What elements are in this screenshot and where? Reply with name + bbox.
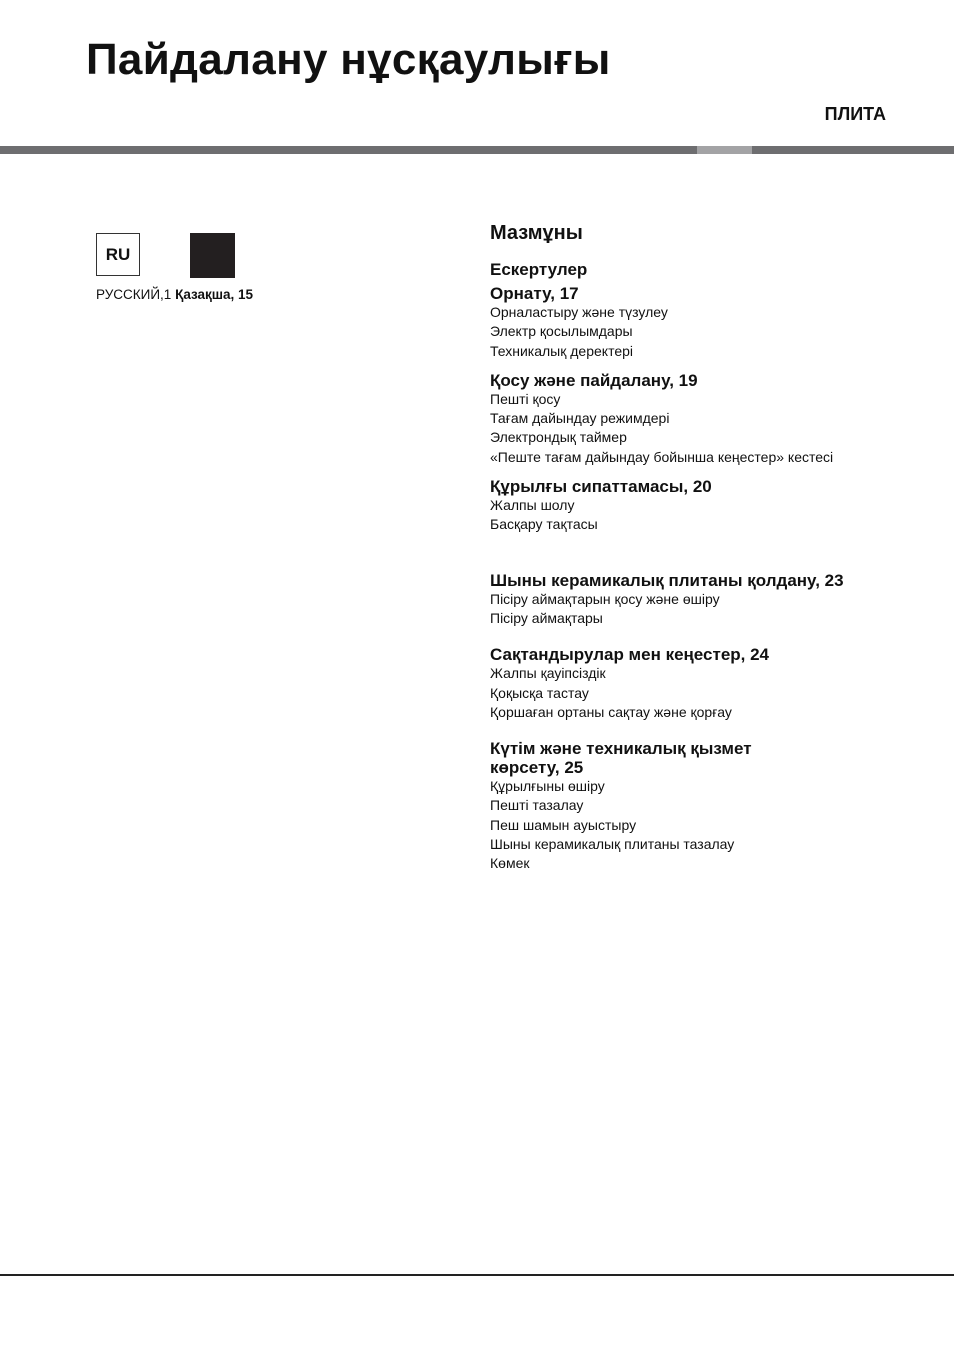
toc-heading-continued[interactable]: көрсету, 25 <box>490 758 584 778</box>
toc-item: Пешті тазалау <box>490 797 584 814</box>
toc-section-installation <box>490 284 910 361</box>
lang-kz-badge[interactable] <box>190 233 235 278</box>
toc-item: Пеш шамын ауыстыру <box>490 816 637 833</box>
toc-heading[interactable]: Күтім және техникалық қызмет <box>490 739 752 759</box>
header-divider-accent <box>697 146 752 154</box>
language-list <box>96 287 253 303</box>
lang-ru-badge[interactable]: RU <box>96 233 140 276</box>
toc-item: Тағам дайындау режимдері <box>490 410 670 427</box>
toc-title: Мазмұны <box>490 222 583 244</box>
toc-item: Басқару тақтасы <box>490 516 598 533</box>
toc-heading[interactable]: Шыны керамикалық плитаны қолдану, 23 <box>490 570 844 590</box>
toc-item: Электрондық таймер <box>490 429 627 446</box>
toc-item: Жалпы қауіпсіздік <box>490 665 606 682</box>
toc-item: Техникалық деректері <box>490 342 634 359</box>
toc-heading[interactable]: Ескертулер <box>490 260 588 279</box>
product-label: ПЛИТА <box>824 104 886 124</box>
toc-section-maintenance <box>490 739 910 873</box>
lang-ru-entry[interactable]: РУССКИЙ,1 <box>96 287 172 302</box>
toc-item: Қоқысқа тастау <box>490 684 589 701</box>
toc-section-hob <box>490 571 910 629</box>
toc-heading[interactable]: Қосу және пайдалану, 19 <box>490 370 698 390</box>
toc-item: Орналастыру және түзулеу <box>490 304 668 320</box>
toc-heading[interactable]: Орнату, 17 <box>490 284 579 303</box>
footer-divider <box>0 1274 954 1276</box>
toc-item: Шыны керамикалық плитаны тазалау <box>490 836 735 853</box>
toc-item: Қоршаған ортаны сақтау және қорғау <box>490 703 732 720</box>
lang-kz-entry[interactable]: Қазақша, 15 <box>175 287 254 302</box>
toc-section-warnings <box>490 260 910 279</box>
toc-heading[interactable]: Сақтандырулар мен кеңестер, 24 <box>490 645 770 665</box>
toc-item: Пешті қосу <box>490 390 561 407</box>
toc-heading[interactable]: Құрылғы сипаттамасы, 20 <box>490 477 712 497</box>
toc-item: Көмек <box>490 855 530 872</box>
toc-section-operation <box>490 371 910 467</box>
toc-item: Пісіру аймақтары <box>490 609 603 626</box>
page-title: Пайдалану нұсқаулығы <box>86 35 611 84</box>
table-of-contents <box>490 220 910 874</box>
header-divider <box>0 146 954 154</box>
toc-section-safety <box>490 645 910 722</box>
toc-section-description <box>490 477 910 535</box>
toc-item: «Пеште тағам дайындау бойынша кеңестер» кестесі <box>490 448 834 465</box>
toc-item: Электр қосылымдары <box>490 323 633 340</box>
toc-item: Жалпы шолу <box>490 497 575 514</box>
toc-item: Пісіру аймақтарын қосу және өшіру <box>490 590 720 607</box>
toc-item: Құрылғыны өшіру <box>490 778 605 795</box>
